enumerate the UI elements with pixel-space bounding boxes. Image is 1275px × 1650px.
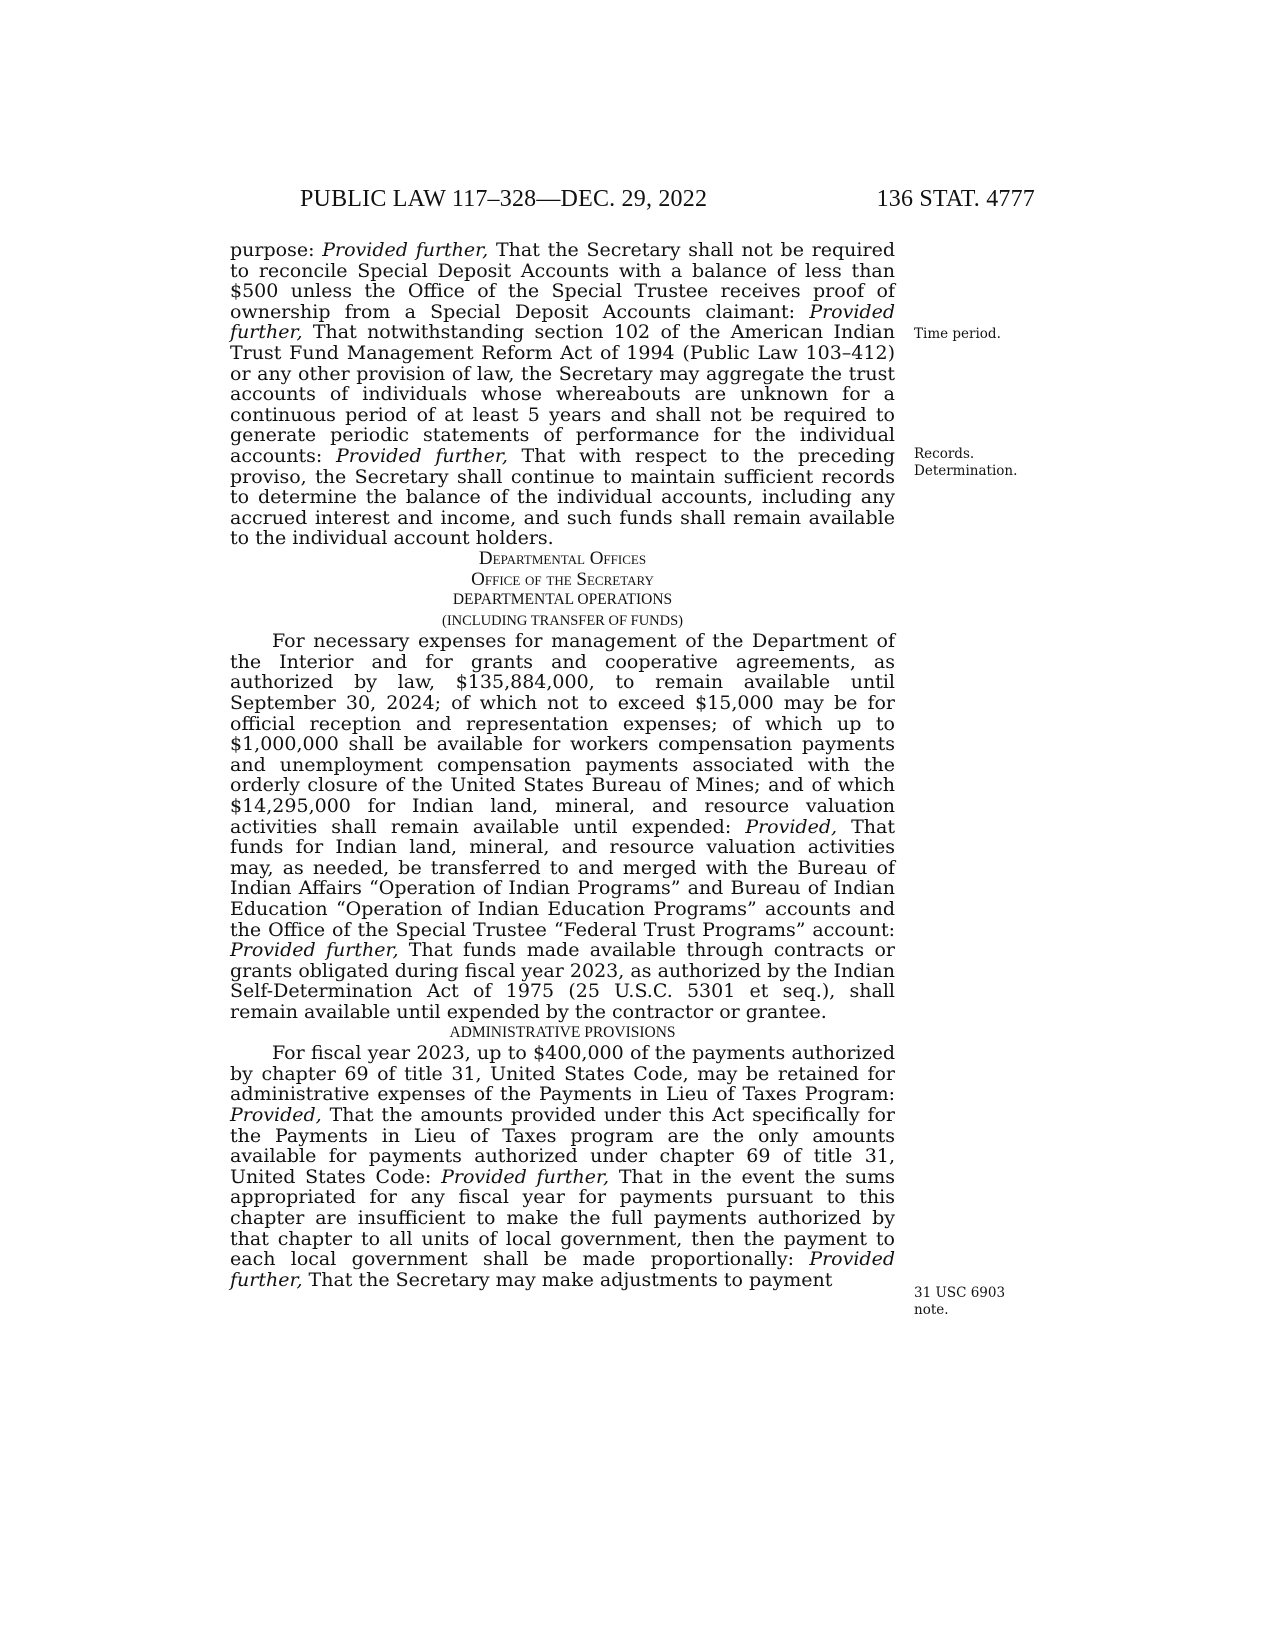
heading-office-of-secretary: Office of the Secretary — [471, 568, 654, 590]
heading-departmental-operations: DEPARTMENTAL OPERATIONS — [452, 591, 673, 609]
margin-note-usc-line2: note. — [914, 1302, 949, 1318]
page-header — [300, 186, 1035, 218]
margin-note-records: Records. — [914, 446, 975, 462]
paragraph-administrative-provisions: For fiscal year 2023, up to $400,000 of the payments authorized by chapter 69 of title 31, United States Code, may be retained for administrative expenses of the Payments in Lieu of Taxes Program: Provided, That the amounts provided under this Act specifically for the Payments in Lieu of Taxes program are the only amounts available for payments authorized under chapter 69 of title 31, United States Code: Provided further, That in the event the sums appropriated for any fiscal year for payments pursuant to this chapter are insufficient to make the full payments authorized by that chapter to all units of local government, then the payment to each local government shall be made proportionally: Provided further, That the Secretary may make adjustments to payment — [230, 1042, 895, 1291]
margin-note-determination: Determination. — [914, 463, 1018, 479]
heading-departmental-offices: Departmental Offices — [478, 547, 647, 569]
main-text-column — [230, 240, 895, 1290]
margin-note-time-period: Time period. — [914, 326, 1001, 342]
heading-including-transfer: (INCLUDING TRANSFER OF FUNDS) — [441, 612, 684, 629]
margin-note-usc-line1: 31 USC 6903 — [914, 1285, 1006, 1301]
law-title: PUBLIC LAW 117–328—DEC. 29, 2022 — [300, 186, 708, 212]
paragraph-departmental-operations: For necessary expenses for management of the Department of the Interior and for grants and cooperative agreements, as authorized by law, $135,884,000, to remain available until September 30, 2024; of which not to exceed $15,000 may be for official reception and representation expenses; of which up to $1,000,000 shall be available for workers compensation payments and unemployment compensation payments associated with the orderly closure of the United States Bureau of Mines; and of which $14,295,000 for Indian land, mineral, and resource valuation activities shall remain available until expended: Provided, That funds for Indian land, mineral, and resource valuation activities may, as needed, be transferred to and merged with the Bureau of Indian Affairs “Operation of Indian Programs” and Bureau of Indian Education “Operation of Indian Education Programs” accounts and the Office of the Special Trustee “Federal Trust Programs” account: Provided further, That funds made available through contracts or grants obligated during fiscal year 2023, as authorized by the Indian Self-Determination Act of 1975 (25 U.S.C. 5301 et seq.), shall remain available until expended by the contractor or grantee. — [230, 630, 895, 1023]
heading-administrative-provisions: ADMINISTRATIVE PROVISIONS — [449, 1023, 676, 1041]
statute-page-number: 136 STAT. 4777 — [876, 186, 1035, 212]
margin-note-records-determination — [914, 446, 1034, 480]
margin-note-usc-citation — [914, 1285, 1034, 1319]
paragraph-trust-accounts: purpose: Provided further, That the Secretary shall not be required to reconcile Special Deposit Accounts with a balance of less than $500 unless the Office of the Special Trustee receives proof of ownership from a Special Deposit Accounts claimant: Provided further, That notwithstanding section 102 of the American Indian Trust Fund Management Reform Act of 1994 (Public Law 103–412) or any other provision of law, the Secretary may aggregate the trust accounts of individuals whose whereabouts are unknown for a continuous period of at least 5 years and shall not be required to generate periodic statements of performance for the individual accounts: Provided further, That with respect to the preceding proviso, the Secretary shall continue to maintain sufficient records to determine the balance of the individual accounts, including any accrued interest and income, and such funds shall remain available to the individual account holders. — [230, 239, 895, 550]
